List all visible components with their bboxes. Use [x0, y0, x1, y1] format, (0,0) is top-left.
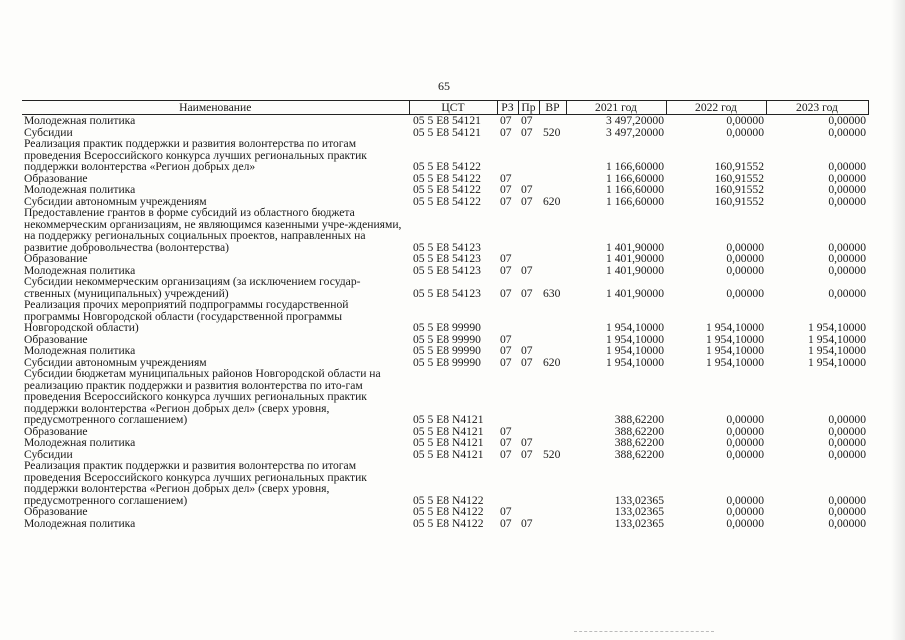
row-2021: 133,02365 [614, 493, 664, 507]
row-rz: 07 [500, 332, 512, 346]
row-cst: 05 5 E8 54121 [413, 125, 481, 139]
row-vr [539, 460, 566, 506]
row-cst: 05 5 E8 99990 [413, 344, 481, 357]
row-cst: 05 5 E8 99990 [413, 321, 481, 334]
row-2022: 0,00000 [726, 413, 764, 426]
row-pr: 07 [521, 516, 533, 530]
row-rz: 07 [500, 183, 512, 196]
row-2022: 0,00000 [726, 516, 764, 530]
row-2023: 0,00000 [828, 493, 866, 507]
header-name: Наименование [22, 101, 409, 115]
row-2023: 0,00000 [828, 160, 866, 173]
row-name: Молодежная политика [24, 114, 136, 127]
row-vr: 520 [543, 125, 561, 139]
table-row [22, 299, 868, 334]
row-pr: 07 [521, 194, 533, 208]
table-row [22, 460, 868, 506]
table-row [22, 253, 868, 265]
row-rz: 07 [500, 114, 512, 127]
row-2021: 133,02365 [614, 505, 664, 518]
table-row [22, 506, 868, 518]
row-pr: 07 [521, 125, 533, 139]
row-cst: 05 5 E8 99990 [413, 332, 481, 346]
table-row [22, 368, 868, 426]
row-2021: 1 166,60000 [606, 160, 664, 173]
row-2023: 1 954,10000 [808, 321, 866, 334]
row-cst: 05 5 E8 54122 [413, 171, 481, 185]
row-cst: 05 5 E8 N4122 [413, 516, 484, 530]
table-row [22, 437, 868, 449]
row-cst: 05 5 E8 N4121 [413, 424, 484, 438]
row-pr: 07 [521, 355, 533, 369]
row-2022: 160,91552 [714, 171, 764, 185]
row-cst: 05 5 E8 N4121 [413, 413, 484, 426]
row-cst: 05 5 E8 54122 [413, 160, 481, 173]
row-vr [539, 253, 566, 265]
row-vr [539, 115, 566, 127]
row-name: Образование [24, 171, 88, 185]
row-rz: 07 [500, 516, 512, 530]
row-2023: 0,00000 [828, 436, 866, 449]
row-vr [539, 334, 566, 346]
row-2021: 1 401,90000 [606, 286, 664, 300]
row-vr [539, 368, 566, 426]
row-rz [497, 207, 518, 253]
table-row [22, 276, 868, 299]
row-2021: 1 166,60000 [606, 194, 664, 208]
row-2021: 1 166,60000 [606, 171, 664, 185]
row-2021: 1 401,90000 [606, 263, 664, 277]
row-2023: 0,00000 [828, 516, 866, 530]
header-pr: Пр [518, 101, 539, 115]
row-pr: 07 [521, 114, 533, 127]
row-name: Образование [24, 505, 88, 518]
row-name: Субсидии бюджетам муниципальных районов Новгородской области на реализацию практик поддержки и развития волонтерства по ито-гам проведения Всероссийского конкурса лучших региональных практик поддержки волонтерства «Регион добрых дел» (сверх уровня, предусмотренного соглашением) [24, 367, 381, 426]
table-header [22, 101, 868, 115]
row-2023: 0,00000 [828, 240, 866, 254]
row-rz: 07 [500, 286, 512, 300]
row-2023: 0,00000 [828, 125, 866, 139]
row-vr [539, 173, 566, 185]
budget-table [22, 100, 869, 529]
row-vr: 620 [543, 194, 561, 208]
row-cst: 05 5 E8 N4121 [413, 447, 484, 461]
row-2023: 0,00000 [828, 447, 866, 461]
row-vr: 630 [543, 286, 561, 300]
row-cst: 05 5 E8 N4122 [413, 505, 484, 518]
row-name: Реализация практик поддержки и развития волонтерства по итогам проведения Всероссийского конкурса лучших региональных практик поддержки волонтерства «Регион добрых дел» [24, 137, 367, 173]
row-rz: 07 [500, 344, 512, 357]
table-row [22, 138, 868, 173]
row-pr: 07 [521, 344, 533, 357]
row-2022: 1 954,10000 [706, 332, 764, 346]
row-vr [539, 265, 566, 277]
row-2023: 0,00000 [828, 263, 866, 277]
row-name: Молодежная политика [24, 516, 136, 530]
row-2021: 388,62200 [614, 447, 664, 461]
row-rz [497, 138, 518, 173]
row-rz: 07 [500, 252, 512, 265]
row-2022: 1 954,10000 [706, 355, 764, 369]
row-2022: 160,91552 [714, 160, 764, 173]
row-rz: 07 [500, 194, 512, 208]
row-cst: 05 5 E8 99990 [413, 355, 481, 369]
row-rz [497, 368, 518, 426]
row-rz: 07 [500, 263, 512, 277]
row-vr [539, 207, 566, 253]
row-2022: 0,00000 [726, 125, 764, 139]
row-cst: 05 5 E8 54123 [413, 286, 481, 300]
row-2021: 388,62200 [614, 436, 664, 449]
header-2023: 2023 год [766, 101, 868, 115]
row-pr: 07 [521, 436, 533, 449]
row-name: Субсидии некоммерческим организациям (за исключением государ-ственных (муниципальных) учреждений) [24, 275, 361, 300]
row-cst: 05 5 E8 54122 [413, 183, 481, 196]
row-2023: 0,00000 [828, 171, 866, 185]
row-cst: 05 5 E8 54123 [413, 252, 481, 265]
header-cst: ЦСТ [409, 101, 497, 115]
row-name: Образование [24, 332, 88, 346]
row-pr [518, 299, 539, 334]
row-2022: 0,00000 [726, 493, 764, 507]
row-2021: 3 497,20000 [606, 114, 664, 127]
row-2023: 0,00000 [828, 114, 866, 127]
row-rz: 07 [500, 505, 512, 518]
row-2022: 0,00000 [726, 114, 764, 127]
row-vr [539, 299, 566, 334]
row-name: Субсидии [24, 125, 73, 139]
row-name: Молодежная политика [24, 436, 136, 449]
row-rz [497, 299, 518, 334]
row-pr: 07 [521, 183, 533, 196]
row-2021: 1 401,90000 [606, 240, 664, 254]
header-2021: 2021 год [566, 101, 666, 115]
row-rz: 07 [500, 447, 512, 461]
row-cst: 05 5 E8 54123 [413, 263, 481, 277]
row-2023: 0,00000 [828, 413, 866, 426]
row-pr: 07 [521, 263, 533, 277]
row-cst: 05 5 E8 54121 [413, 114, 481, 127]
table-body [22, 115, 868, 530]
table-row [22, 518, 868, 530]
row-cst: 05 5 E8 N4122 [413, 493, 484, 507]
row-2023: 0,00000 [828, 286, 866, 300]
row-2022: 160,91552 [714, 183, 764, 196]
row-2023: 1 954,10000 [808, 332, 866, 346]
row-2023: 0,00000 [828, 194, 866, 208]
row-pr [518, 207, 539, 253]
row-2022: 0,00000 [726, 263, 764, 277]
header-vr: ВР [539, 101, 566, 115]
row-vr [539, 518, 566, 530]
row-2022: 1 954,10000 [706, 321, 764, 334]
row-name: Предоставление грантов в форме субсидий из областного бюджета некоммерческим организациям, не являющимся казенными учре-ждениями, на поддержку региональных социальных проектов, направленных на развитие добровольчества (волонтерства) [24, 206, 402, 254]
row-2021: 133,02365 [614, 516, 664, 530]
header-rz: РЗ [497, 101, 518, 115]
row-2023: 1 954,10000 [808, 355, 866, 369]
scan-footer-mark [574, 631, 714, 634]
row-cst: 05 5 E8 54122 [413, 194, 481, 208]
row-2021: 1 954,10000 [606, 332, 664, 346]
row-name: Реализация прочих мероприятий подпрограммы государственной программы Новгородской области (государственной программы Новгородской области) [24, 298, 349, 334]
row-2022: 0,00000 [726, 447, 764, 461]
row-name: Молодежная политика [24, 344, 136, 357]
row-vr [539, 184, 566, 196]
row-pr [518, 253, 539, 265]
row-vr [539, 345, 566, 357]
row-2022: 1 954,10000 [706, 344, 764, 357]
row-2021: 1 954,10000 [606, 355, 664, 369]
row-name: Субсидии автономным учреждениям [24, 355, 207, 369]
row-vr: 620 [543, 355, 561, 369]
row-pr [518, 138, 539, 173]
scan-edge-shadow [891, 0, 905, 640]
row-2021: 3 497,20000 [606, 125, 664, 139]
row-cst: 05 5 E8 54123 [413, 240, 481, 254]
table-row [22, 115, 868, 127]
row-2022: 0,00000 [726, 286, 764, 300]
row-cst: 05 5 E8 N4121 [413, 436, 484, 449]
row-pr [518, 368, 539, 426]
table-row [22, 184, 868, 196]
row-name: Молодежная политика [24, 183, 136, 196]
table-row [22, 345, 868, 357]
row-vr [539, 506, 566, 518]
row-vr [539, 138, 566, 173]
row-2022: 0,00000 [726, 240, 764, 254]
row-rz: 07 [500, 171, 512, 185]
row-vr: 520 [543, 447, 561, 461]
page-number: 65 [438, 79, 450, 93]
row-name: Образование [24, 252, 88, 265]
row-name: Молодежная политика [24, 263, 136, 277]
row-pr: 07 [521, 286, 533, 300]
row-2022: 0,00000 [726, 505, 764, 518]
row-2022: 160,91552 [714, 194, 764, 208]
row-2021: 1 954,10000 [606, 321, 664, 334]
row-name: Субсидии автономным учреждениям [24, 194, 207, 208]
row-rz: 07 [500, 355, 512, 369]
row-pr [518, 506, 539, 518]
row-2021: 388,62200 [614, 413, 664, 426]
row-2021: 388,62200 [614, 424, 664, 438]
table-row [22, 207, 868, 253]
row-2022: 0,00000 [726, 424, 764, 438]
row-2023: 0,00000 [828, 424, 866, 438]
row-2023: 1 954,10000 [808, 344, 866, 357]
row-vr [539, 437, 566, 449]
row-rz: 07 [500, 436, 512, 449]
row-pr: 07 [521, 447, 533, 461]
row-name: Реализация практик поддержки и развития волонтерства по итогам проведения Всероссийского конкурса лучших региональных практик поддержки волонтерства «Регион добрых дел» (сверх уровня, предусмотренного соглашением) [24, 459, 367, 507]
row-2021: 1 166,60000 [606, 183, 664, 196]
row-2023: 0,00000 [828, 183, 866, 196]
row-vr [539, 426, 566, 438]
row-2021: 1 401,90000 [606, 252, 664, 265]
row-pr [518, 460, 539, 506]
row-2022: 0,00000 [726, 436, 764, 449]
row-name: Субсидии [24, 447, 73, 461]
row-2023: 0,00000 [828, 252, 866, 265]
row-2022: 0,00000 [726, 252, 764, 265]
header-2022: 2022 год [666, 101, 766, 115]
row-rz [497, 460, 518, 506]
row-2023: 0,00000 [828, 505, 866, 518]
row-2021: 1 954,10000 [606, 344, 664, 357]
row-rz: 07 [500, 125, 512, 139]
row-name: Образование [24, 424, 88, 438]
row-rz: 07 [500, 424, 512, 438]
